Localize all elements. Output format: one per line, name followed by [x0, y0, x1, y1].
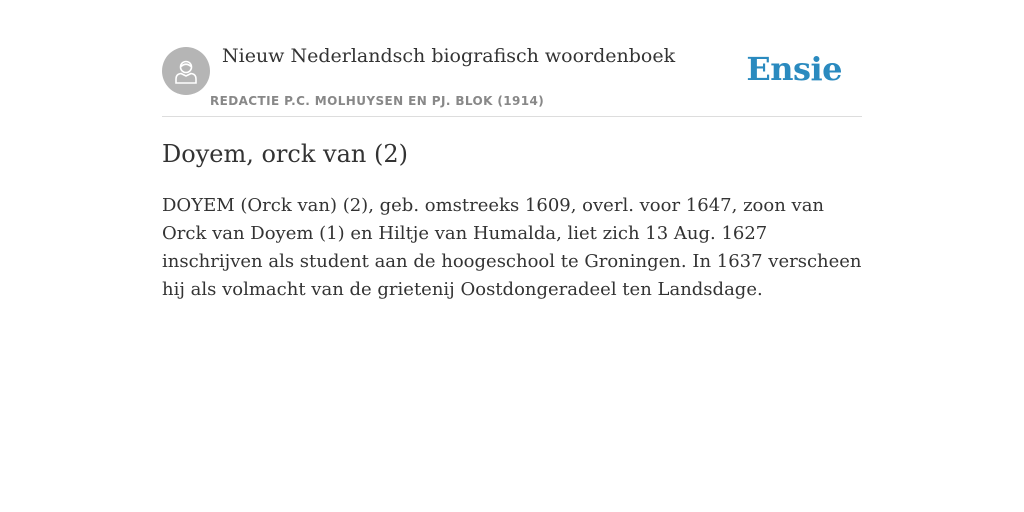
source-editors: REDACTIE P.C. MOLHUYSEN EN PJ. BLOK (1914): [210, 94, 545, 108]
source-header: [162, 0, 862, 117]
avatar: [162, 47, 210, 95]
user-silhouette-icon: [172, 57, 200, 85]
entry-title: Doyem, orck van (2): [162, 140, 408, 168]
page-container: [162, 0, 862, 300]
source-title[interactable]: Nieuw Nederlandsch biografisch woordenboek: [222, 45, 676, 67]
entry-body: DOYEM (Orck van) (2), geb. omstreeks 1609, overl. voor 1647, zoon van Orck van Doyem (1) en Hiltje van Humalda, liet zich 13 Aug. 1627 inschrijven als student aan de hoogeschool te Groningen. In 1637 verscheen hij als volmacht van de grietenij Oostdongeradeel ten Landsdage.: [162, 195, 862, 300]
ensie-logo[interactable]: Ensie: [746, 50, 842, 88]
